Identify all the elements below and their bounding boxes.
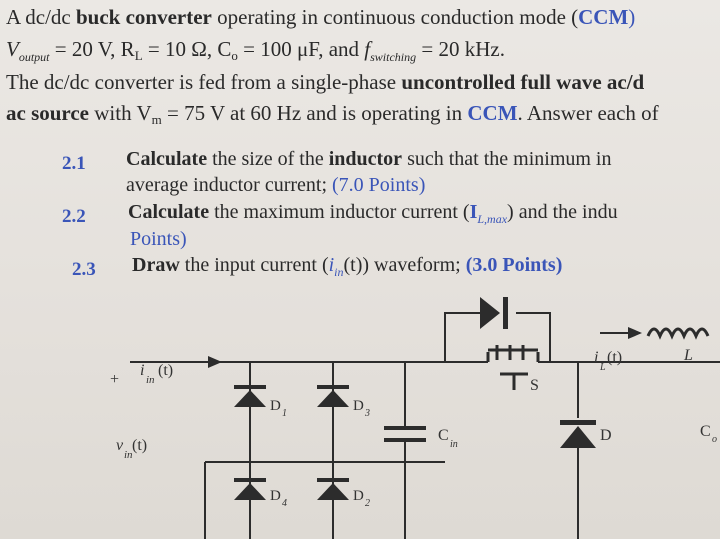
- diode-D3-icon: [317, 385, 349, 407]
- svg-text:L: L: [600, 362, 606, 373]
- capacitor-Cin-icon: [384, 426, 426, 442]
- svg-text:(t): (t): [607, 349, 623, 366]
- svg-text:D: D: [353, 398, 364, 414]
- svg-text:D: D: [270, 488, 281, 504]
- svg-text:in: in: [124, 449, 133, 461]
- question-2-1-line-1: Calculate the size of the inductor such that the minimum in: [126, 148, 612, 170]
- question-number: 2.1: [62, 153, 86, 174]
- diode-D-icon: [560, 420, 596, 448]
- intro-line-2: $V_{output} = 20$ V, RL = 10 Ω, Co = 100 μF, and $f_{switching} = 20$ kHz.: [6, 37, 505, 64]
- svg-text:(t): (t): [132, 437, 148, 454]
- svg-text:o: o: [712, 434, 717, 445]
- svg-text:3: 3: [365, 408, 370, 419]
- question-2-2-line-1: Calculate the maximum inductor current $(I_{L,max})$ and the indu: [128, 201, 618, 226]
- question-2-1-line-2: average inductor current; (7.0 Points): [126, 174, 426, 196]
- svg-text:in: in: [146, 374, 155, 386]
- question-number: 2.2: [62, 206, 86, 227]
- svg-text:D: D: [270, 398, 281, 414]
- switch-diode-icon: [480, 297, 508, 329]
- svg-text:v: v: [116, 437, 124, 454]
- intro-line-3: The dc/dc converter is fed from a single-phase uncontrolled full wave ac/d: [6, 70, 645, 94]
- inductor-L-icon: [648, 329, 708, 336]
- intro-line-1: A dc/dc buck converter operating in continuous conduction mode (CCM): [6, 5, 636, 29]
- svg-text:(t): (t): [158, 362, 174, 379]
- plus-label: +: [110, 371, 120, 388]
- diode-D1-icon: [234, 385, 266, 407]
- svg-text:1: 1: [282, 408, 287, 419]
- intro-line-4: ac source with Vm = 75 V at 60 Hz and is operating in CCM. Answer each of: [6, 101, 659, 127]
- question-2-3-line-1: Draw the input current $(i_{in}(t))$ waveform; (3.0 Points): [132, 254, 563, 279]
- question-number: 2.3: [72, 259, 96, 280]
- diode-D4-icon: [234, 478, 266, 500]
- svg-text:D: D: [353, 488, 364, 504]
- svg-text:in: in: [450, 439, 458, 450]
- svg-text:D: D: [600, 427, 612, 444]
- svg-text:C: C: [700, 423, 711, 440]
- svg-text:4: 4: [282, 498, 287, 509]
- svg-text:i: i: [140, 362, 145, 379]
- svg-text:i: i: [594, 349, 599, 366]
- svg-text:2: 2: [365, 498, 370, 509]
- svg-text:S: S: [530, 377, 539, 394]
- svg-text:L: L: [684, 347, 693, 364]
- question-2-2-line-2: Points): [130, 228, 187, 250]
- diode-D2-icon: [317, 478, 349, 500]
- svg-text:C: C: [438, 427, 449, 444]
